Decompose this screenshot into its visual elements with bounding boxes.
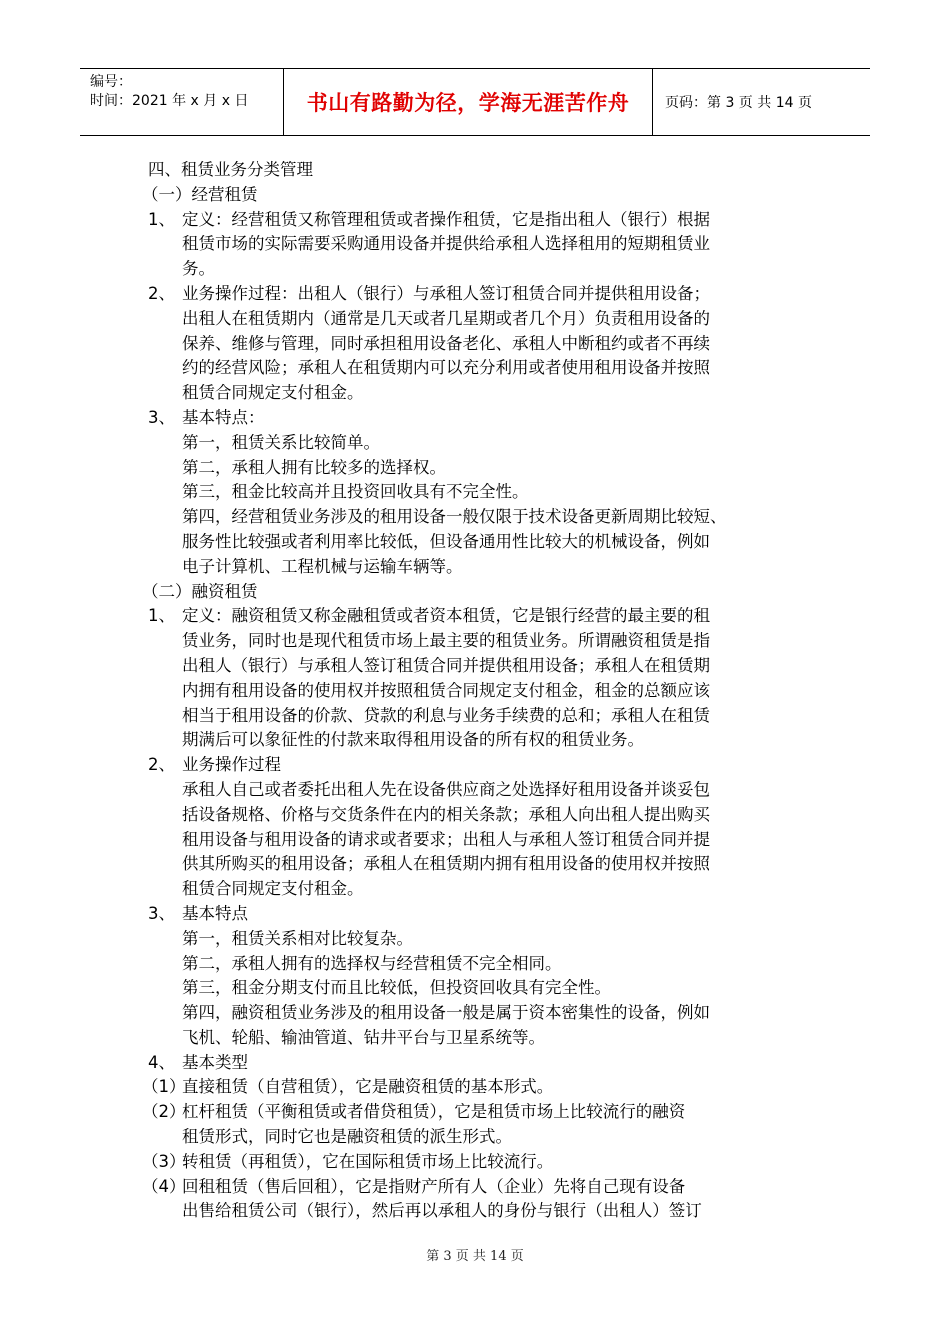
feature-line: 服务性比较强或者利用率比较低，但设备通用性比较大的机械设备，例如 [182,531,710,551]
item-number: 3、 [148,407,175,427]
header-page-cell [653,69,870,135]
document-body [142,158,828,1224]
feature-line: 第三，租金分期支付而且比较低，但投资回收具有完全性。 [182,978,611,998]
item-number: 4、 [148,1052,175,1072]
paragraph-line: 出租人（银行）与承租人签订租赁合同并提供租用设备；承租人在租赁期 [182,655,710,675]
paragraph-line: 租用设备与租用设备的请求或者要求；出租人与承租人签订租赁合同并提 [182,829,710,849]
list-item [148,753,828,902]
paragraph-line: 赁业务，同时也是现代租赁市场上最主要的租赁业务。所谓融资租赁是指 [182,631,710,651]
item-heading: 业务操作过程 [182,755,281,775]
item-heading: 基本类型 [182,1052,248,1072]
paragraph-line: 供其所购买的租用设备；承租人在租赁期内拥有租用设备的使用权并按照 [182,854,710,874]
item-heading: 基本特点： [182,407,265,427]
feature-line: 第二，承租人拥有比较多的选择权。 [182,457,446,477]
motto-text: 书山有路勤为径，学海无涯苦作舟 [306,91,630,115]
paragraph-line: 业务操作过程：出租人（银行）与承租人签订租赁合同并提供租用设备； [182,283,710,303]
paragraph-line: 租赁形式，同时它也是融资租赁的派生形式。 [182,1127,512,1147]
list-item [148,1051,828,1076]
paragraph-line: 保养、维修与管理，同时承担租用设备老化、承租人中断租约或者不再续 [182,333,710,353]
paragraph-line: 回租租赁（售后回租），它是指财产所有人（企业）先将自己现有设备 [182,1176,686,1196]
paragraph-line: 租赁合同规定支付租金。 [182,383,364,403]
type-item [142,1075,828,1100]
paragraph-line: 转租赁（再租赁），它在国际租赁市场上比较流行。 [182,1151,554,1171]
paragraph-line: 相当于租用设备的价款、贷款的利息与业务手续费的总和；承租人在租赁 [182,705,710,725]
type-item [142,1150,828,1175]
type-number: （4） [142,1176,186,1196]
paragraph-line: 括设备规格、价格与交货条件在内的相关条款；承租人向出租人提出购买 [182,804,710,824]
list-item [148,406,828,580]
list-item [148,902,828,1051]
feature-line: 飞机、轮船、输油管道、钻井平台与卫星系统等。 [182,1027,545,1047]
list-item [148,604,828,753]
feature-line: 电子计算机、工程机械与运输车辆等。 [182,556,463,576]
paragraph-line: 出租人在租赁期内（通常是几天或者几星期或者几个月）负责租用设备的 [182,308,710,328]
section-title: 四、租赁业务分类管理 [148,160,313,179]
type-number: （2） [142,1102,186,1122]
item-number: 2、 [148,283,175,303]
paragraph-line: 务。 [182,259,215,279]
paragraph-line: 租赁合同规定支付租金。 [182,879,364,899]
subsection-title-finance-lease: （二）融资租赁 [142,581,258,601]
type-item [142,1175,828,1225]
type-number: （3） [142,1151,186,1171]
list-item [148,208,828,282]
feature-line: 第一，租赁关系相对比较复杂。 [182,928,413,948]
item-number: 1、 [148,209,175,229]
feature-line: 第二，承租人拥有的选择权与经营租赁不完全相同。 [182,953,562,973]
feature-line: 第三，租金比较高并且投资回收具有不完全性。 [182,482,529,502]
paragraph-line: 内拥有租用设备的使用权并按照租赁合同规定支付租金，租金的总额应该 [182,680,710,700]
paragraph-line: 承租人自己或者委托出租人先在设备供应商之处选择好租用设备并谈妥包 [182,779,710,799]
header-meta [80,69,283,135]
paragraph-line: 直接租赁（自营租赁），它是融资租赁的基本形式。 [182,1077,554,1097]
item-heading: 基本特点 [182,903,248,923]
item-number: 3、 [148,903,175,923]
header-motto-cell [283,69,653,135]
type-number: （1） [142,1077,186,1097]
subsection-title-operating-lease: （一）经营租赁 [142,184,258,204]
feature-line: 第四，经营租赁业务涉及的租用设备一般仅限于技术设备更新周期比较短、 [182,507,727,527]
paragraph-line: 期满后可以象征性的付款来取得租用设备的所有权的租赁业务。 [182,730,644,750]
paragraph-line: 出售给租赁公司（银行），然后再以承租人的身份与银行（出租人）签订 [182,1201,702,1221]
paragraph-line: 定义：经营租赁又称管理租赁或者操作租赁，它是指出租人（银行）根据 [182,209,710,229]
item-number: 2、 [148,755,175,775]
page-header [80,68,870,136]
paragraph-line: 约的经营风险；承租人在租赁期内可以充分利用或者使用租用设备并按照 [182,358,710,378]
header-page-number: 页码：第 3 页 共 14 页 [665,95,812,111]
page-footer: 第 3 页 共 14 页 [426,1249,524,1264]
paragraph-line: 杠杆租赁（平衡租赁或者借贷租赁），它是租赁市场上比较流行的融资 [182,1102,686,1122]
list-item [148,282,828,406]
item-number: 1、 [148,606,175,626]
type-item [142,1100,828,1150]
date-label: 时间：2021 年 x 月 x 日 [90,93,249,109]
paragraph-line: 定义：融资租赁又称金融租赁或者资本租赁，它是银行经营的最主要的租 [182,606,710,626]
paragraph-line: 租赁市场的实际需要采购通用设备并提供给承租人选择租用的短期租赁业 [182,234,710,254]
feature-line: 第一，租赁关系比较简单。 [182,432,380,452]
feature-line: 第四，融资租赁业务涉及的租用设备一般是属于资本密集性的设备，例如 [182,1003,710,1023]
serial-number-label: 编号： [90,74,132,90]
